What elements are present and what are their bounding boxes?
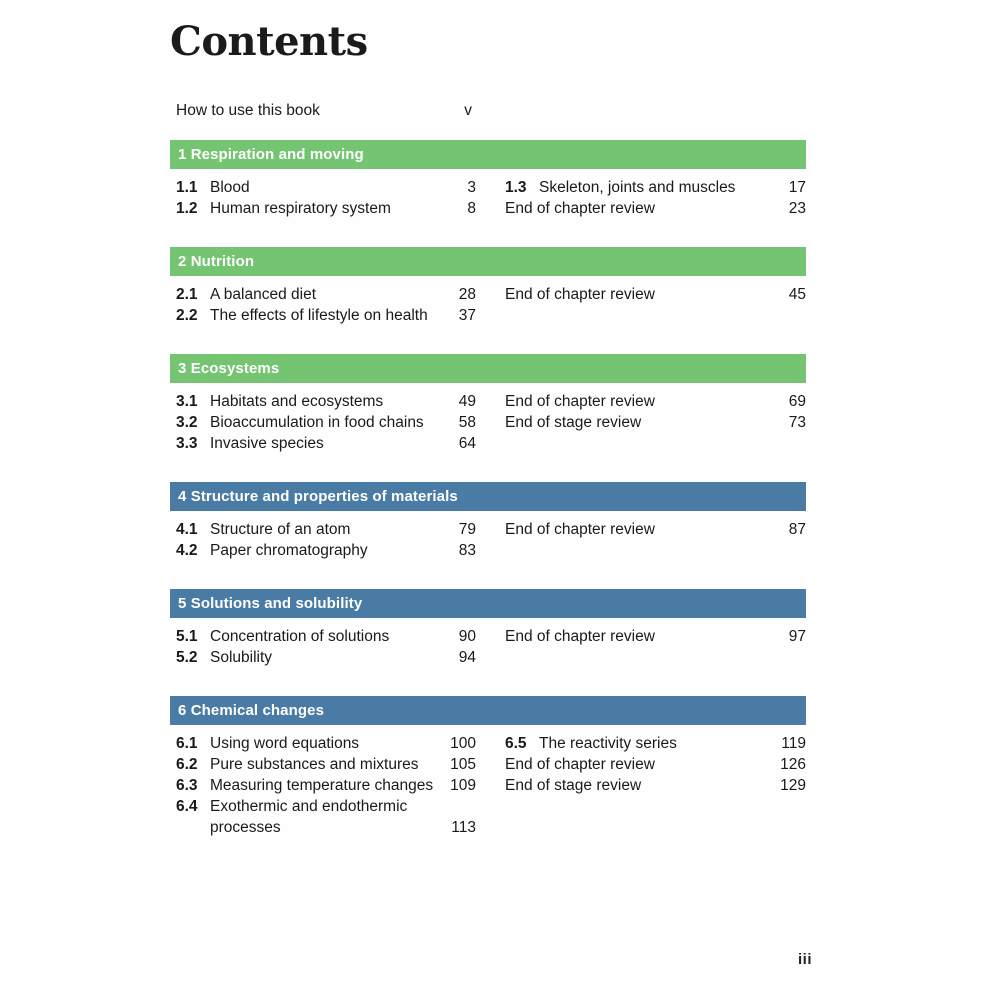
- toc-entry-number: 6.4: [176, 798, 198, 815]
- toc-entry-page-number: 97: [788, 628, 806, 645]
- toc-entry-page-number: 119: [781, 735, 806, 752]
- toc-entry[interactable]: [505, 754, 806, 775]
- toc-entry-page-number: 113: [451, 819, 476, 836]
- toc-entry-label: Paper chromatography: [210, 542, 368, 559]
- chapter-column-left: [176, 626, 476, 668]
- toc-entry-number: 5.2: [176, 649, 198, 666]
- toc-entry-label: End of stage review: [505, 777, 642, 794]
- chapter-heading-bar[interactable]: 4 Structure and properties of materials: [170, 482, 806, 511]
- front-matter-list: [170, 100, 806, 126]
- toc-entry[interactable]: [505, 626, 806, 647]
- chapter-column-left: [176, 391, 476, 454]
- toc-entry-number: 6.2: [176, 756, 198, 773]
- toc-entry-label: The effects of lifestyle on health: [210, 307, 428, 324]
- toc-entry-label: End of chapter review: [505, 628, 655, 645]
- toc-entry[interactable]: [176, 647, 476, 668]
- toc-entry-label: End of chapter review: [505, 286, 655, 303]
- toc-entry[interactable]: [176, 198, 476, 219]
- toc-entry-page-number: 100: [450, 735, 476, 752]
- front-matter-label: How to use this book: [176, 102, 320, 119]
- toc-entry-page-number: 3: [467, 179, 476, 196]
- chapter-block: [170, 696, 806, 852]
- toc-entry[interactable]: [505, 284, 806, 305]
- toc-entry[interactable]: [505, 519, 806, 540]
- toc-entry-number: 1.1: [176, 179, 198, 196]
- toc-entry-label: Habitats and ecosystems: [210, 393, 384, 410]
- toc-entry-label: Concentration of solutions: [210, 628, 390, 645]
- toc-entry[interactable]: [176, 305, 476, 326]
- chapter-column-right: [505, 391, 806, 433]
- chapter-block: [170, 247, 806, 340]
- chapter-heading-bar[interactable]: 5 Solutions and solubility: [170, 589, 806, 618]
- chapter-column-right: [505, 626, 806, 647]
- toc-entry-label: Structure of an atom: [210, 521, 351, 538]
- toc-entry-number: 3.2: [176, 414, 198, 431]
- toc-entry[interactable]: [505, 177, 806, 198]
- chapter-heading-bar[interactable]: 2 Nutrition: [170, 247, 806, 276]
- toc-entry-number: 6.3: [176, 777, 198, 794]
- chapter-column-right: [505, 177, 806, 219]
- toc-entry-label: processes: [210, 819, 281, 836]
- chapter-heading-bar[interactable]: 6 Chemical changes: [170, 696, 806, 725]
- toc-entry-page-number: 49: [458, 393, 476, 410]
- chapter-column-left: [176, 519, 476, 561]
- chapter-column-right: [505, 733, 806, 796]
- toc-entry-label: Human respiratory system: [210, 200, 391, 217]
- toc-entry-page-number: 23: [788, 200, 806, 217]
- toc-entry[interactable]: [176, 796, 476, 817]
- toc-entry[interactable]: [176, 391, 476, 412]
- chapter-entries: [170, 618, 806, 682]
- toc-entry[interactable]: [176, 775, 476, 796]
- chapter-block: [170, 354, 806, 468]
- toc-entry-page-number: 37: [458, 307, 476, 324]
- chapter-block: [170, 589, 806, 682]
- toc-entry-label: Measuring temperature changes: [210, 777, 434, 794]
- toc-entry-page-number: 79: [458, 521, 476, 538]
- chapter-heading-bar[interactable]: 1 Respiration and moving: [170, 140, 806, 169]
- toc-entry-page-number: 129: [780, 777, 806, 794]
- toc-entry-number: 1.2: [176, 200, 198, 217]
- toc-entry-page-number: 94: [458, 649, 476, 666]
- toc-entry[interactable]: [176, 540, 476, 561]
- toc-entry-page-number: 73: [788, 414, 806, 431]
- chapter-column-left: [176, 177, 476, 219]
- toc-entry[interactable]: [176, 177, 476, 198]
- toc-entry-label: End of chapter review: [505, 200, 655, 217]
- toc-entry[interactable]: [176, 754, 476, 775]
- chapter-block: [170, 482, 806, 575]
- toc-entry[interactable]: [505, 198, 806, 219]
- toc-entry-label: The reactivity series: [539, 735, 677, 752]
- chapter-entries: [170, 276, 806, 340]
- toc-entry-label: End of chapter review: [505, 393, 655, 410]
- toc-entry[interactable]: [176, 626, 476, 647]
- chapter-block: [170, 140, 806, 233]
- toc-entry-page-number: 87: [788, 521, 806, 538]
- page-title: Contents: [170, 18, 368, 65]
- toc-entry-label: Pure substances and mixtures: [210, 756, 419, 773]
- toc-entry[interactable]: [176, 284, 476, 305]
- toc-entry-page-number: 28: [458, 286, 476, 303]
- toc-entry[interactable]: [505, 733, 806, 754]
- toc-entry-label: Skeleton, joints and muscles: [539, 179, 736, 196]
- chapter-heading-bar[interactable]: 3 Ecosystems: [170, 354, 806, 383]
- front-matter-row[interactable]: [170, 100, 806, 126]
- toc-entry-page-number: 105: [450, 756, 476, 773]
- toc-entry-page-number: 17: [788, 179, 806, 196]
- toc-entry-number: 6.5: [505, 735, 527, 752]
- toc-entry[interactable]: [176, 412, 476, 433]
- chapter-entries: [170, 169, 806, 233]
- toc-entry-number: 4.1: [176, 521, 198, 538]
- toc-entry-label: End of chapter review: [505, 521, 655, 538]
- toc-entry-label: Bioaccumulation in food chains: [210, 414, 424, 431]
- table-of-contents: [170, 100, 806, 852]
- chapter-entries: [170, 383, 806, 468]
- toc-entry-page-number: 58: [458, 414, 476, 431]
- toc-entry[interactable]: [505, 412, 806, 433]
- toc-entry[interactable]: [176, 433, 476, 454]
- chapter-entries: [170, 725, 806, 852]
- toc-entry-label: End of stage review: [505, 414, 642, 431]
- toc-entry-label: Blood: [210, 179, 250, 196]
- toc-entry-number: 4.2: [176, 542, 198, 559]
- toc-entry-number: 3.1: [176, 393, 198, 410]
- chapter-entries: [170, 511, 806, 575]
- front-matter-page-number: v: [464, 102, 472, 119]
- toc-entry-label: A balanced diet: [210, 286, 317, 303]
- page-folio: iii: [797, 951, 812, 968]
- chapter-column-right: [505, 519, 806, 540]
- chapter-column-right: [505, 284, 806, 305]
- toc-entry-page-number: 83: [458, 542, 476, 559]
- chapter-list: [170, 140, 806, 852]
- chapter-column-left: [176, 733, 476, 838]
- toc-entry[interactable]: [176, 733, 476, 754]
- toc-entry-page-number: 69: [788, 393, 806, 410]
- toc-entry[interactable]: [176, 817, 476, 838]
- toc-entry-number: 3.3: [176, 435, 198, 452]
- toc-entry-page-number: 109: [450, 777, 476, 794]
- toc-entry-label: End of chapter review: [505, 756, 655, 773]
- toc-entry-page-number: 90: [458, 628, 476, 645]
- toc-entry-number: 1.3: [505, 179, 527, 196]
- toc-entry[interactable]: [505, 391, 806, 412]
- toc-entry-number: 2.2: [176, 307, 198, 324]
- toc-entry-label: Exothermic and endothermic: [210, 798, 408, 815]
- chapter-column-left: [176, 284, 476, 326]
- toc-entry-page-number: 64: [458, 435, 476, 452]
- toc-entry-label: Solubility: [210, 649, 273, 666]
- toc-entry-label: Using word equations: [210, 735, 360, 752]
- toc-entry[interactable]: [505, 775, 806, 796]
- toc-entry-page-number: 126: [780, 756, 806, 773]
- toc-entry-page-number: 45: [788, 286, 806, 303]
- toc-entry-number: 2.1: [176, 286, 198, 303]
- toc-entry[interactable]: [176, 519, 476, 540]
- toc-entry-page-number: 8: [467, 200, 476, 217]
- toc-entry-number: 5.1: [176, 628, 198, 645]
- toc-entry-label: Invasive species: [210, 435, 324, 452]
- toc-entry-number: 6.1: [176, 735, 198, 752]
